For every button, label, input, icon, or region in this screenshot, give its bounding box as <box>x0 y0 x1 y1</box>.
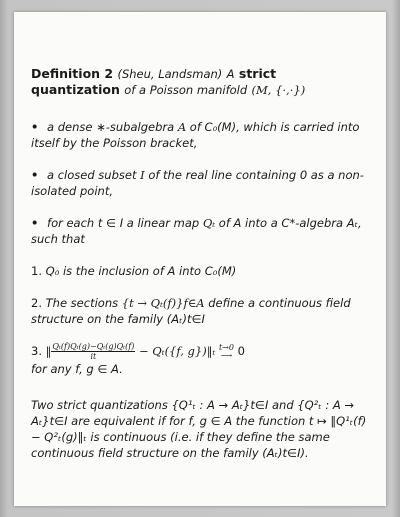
document-body <box>31 66 367 461</box>
condition-3-limit: 0 <box>237 344 245 358</box>
condition-3-number: 3. <box>31 344 42 358</box>
condition-2-number: 2. <box>31 296 42 310</box>
definition-rest: of a Poisson manifold <box>124 83 248 97</box>
bullet-post: of C₀(M), which is carried into itself by the Poisson bracket, <box>31 120 360 150</box>
condition-2 <box>31 295 367 327</box>
bullet-item <box>31 119 367 151</box>
fraction-numerator: Qₜ(f)Qₜ(g)−Qₜ(g)Qₜ(f) <box>52 342 135 351</box>
bullet-item <box>31 167 367 199</box>
condition-3-rest: − Qₜ({f, g})‖ₜ <box>139 344 216 358</box>
bullet-dot-icon: • <box>31 120 39 134</box>
condition-1-text: Q₀ is the inclusion of A into C₀(M) <box>45 264 237 278</box>
limit-arrow <box>219 344 234 360</box>
condition-1-number: 1. <box>31 264 42 278</box>
fraction-denominator: it <box>90 352 97 361</box>
definition-lead: A <box>226 67 235 81</box>
definition-attribution: (Sheu, Landsman) <box>117 67 223 81</box>
bullet-dot-icon: • <box>31 168 39 182</box>
bullet-dot-icon: • <box>31 216 39 230</box>
right-arrow-icon: ⟶ <box>220 350 233 360</box>
condition-3-line2: for any f, g ∈ A. <box>31 362 123 376</box>
bullet-item <box>31 215 367 247</box>
bullet-symbol: A <box>177 120 187 134</box>
bullet-symbol: I <box>140 168 145 182</box>
bullet-symbol: Qₜ <box>202 216 216 230</box>
definition-term: strict quantization <box>31 66 277 97</box>
limit-arrow-label: t→0 <box>218 342 234 352</box>
condition-3-fraction <box>51 342 135 361</box>
condition-2-pre: The sections <box>45 296 119 310</box>
condition-2-math: {t → Qₜ(f)}f∈A <box>121 296 205 310</box>
closing-paragraph: Two strict quantizations {Q¹ₜ : A → Aₜ}t∈I and {Q²ₜ : A → Aₜ}t∈I are equivalent if for f, g ∈ A the function t ↦ ‖Q¹ₜ(f) − Q²ₜ(g)‖ₜ is continuous (i.e. if they define the same continuous field structure on the family (Aₜ)t∈I). <box>31 398 367 460</box>
bullet-pre: for each t ∈ I a linear map <box>47 216 200 230</box>
condition-3: 3. ‖ $\frac{\text{Qₜ(f)Qₜ(g)−Qₜ(g)Qₜ(f)}}{it}$ − Qₜ({f, g})‖ₜ t→0 ⟶ 0 for any f, g ∈ A. <box>31 342 245 376</box>
definition-heading <box>31 66 367 98</box>
bullet-post: of the real line containing 0 as a non-isolated point, <box>31 168 364 198</box>
definition-label: Definition 2 <box>31 66 114 81</box>
bullet-pre: a closed subset <box>47 168 137 182</box>
definition-manifold: (M, {·,·}) <box>251 83 306 97</box>
bullet-pre: a dense ∗-subalgebra <box>47 120 175 134</box>
condition-1 <box>31 263 367 279</box>
bullet-post: of A into a C*-algebra Aₜ, such that <box>31 216 362 246</box>
condition-2-post: define a continuous field structure on the family (Aₜ)t∈I <box>31 296 351 326</box>
